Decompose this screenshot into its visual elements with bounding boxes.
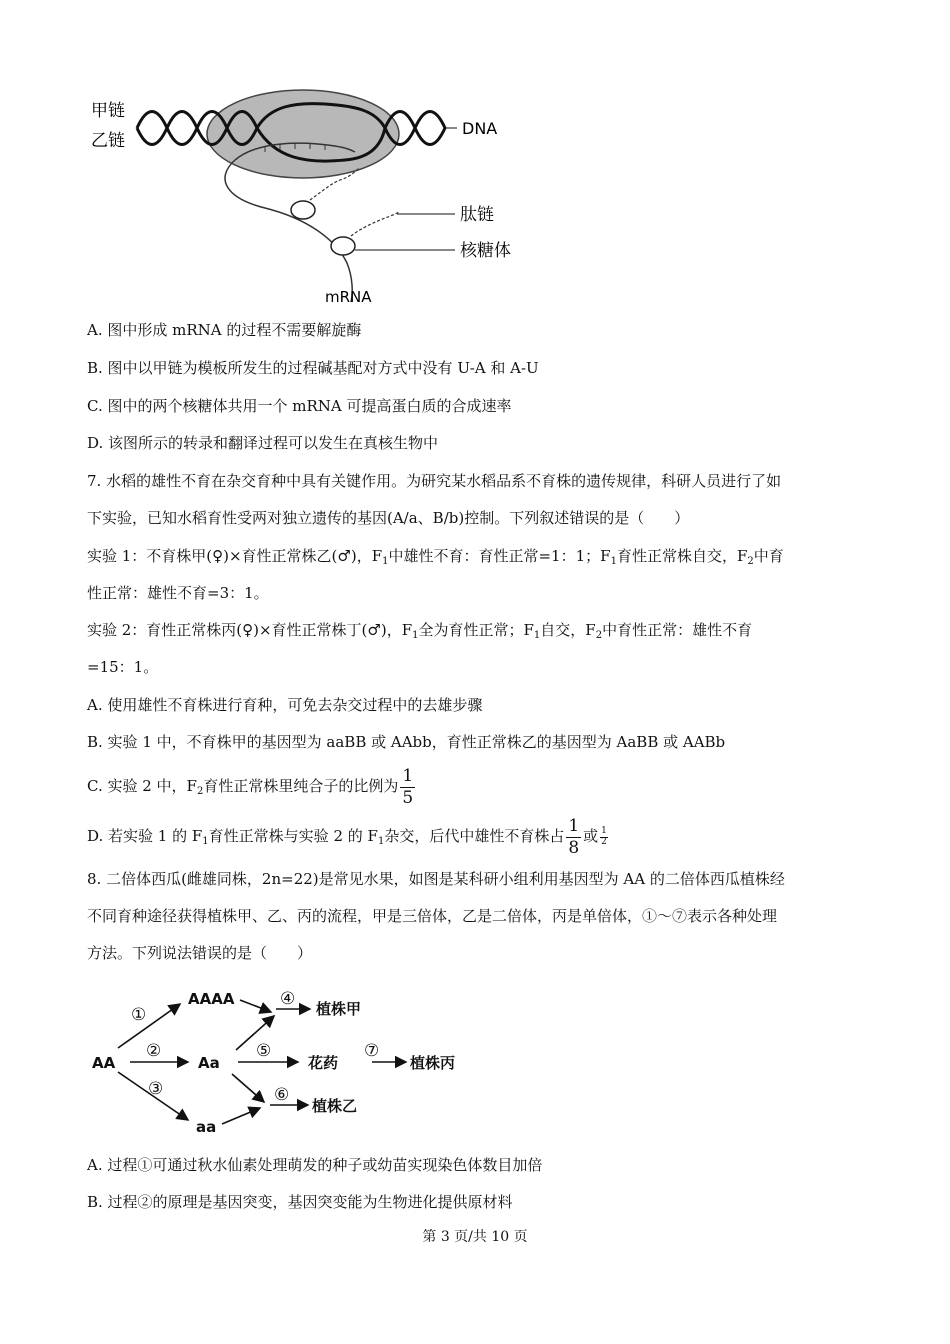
label-peptide: 肽链 (460, 205, 494, 225)
q8-stem-line3: 方法。下列说法错误的是（ ） (87, 944, 313, 962)
arrow-lower-aa-to-6 (222, 1108, 260, 1124)
step-6-label: ⑥ (274, 1085, 290, 1105)
node-plant-yi: 植株乙 (312, 1097, 358, 1115)
transcription-translation-diagram (85, 88, 545, 310)
mrna-strand-outside (225, 160, 352, 302)
q7-stem-line1: 7. 水稻的雄性不育在杂交育种中具有关键作用。为研究某水稻品系不育株的遗传规律，科研人员进行了如 (87, 472, 782, 490)
step-7-label: ⑦ (364, 1041, 380, 1061)
q7-stem-line2: 下实验，已知水稻育性受两对独立遗传的基因(A/a、B/b)控制。下列叙述错误的是（ ） (87, 509, 690, 527)
q8-option-a: A. 过程①可通过秋水仙素处理萌发的种子或幼苗实现染色体数目加倍 (87, 1156, 543, 1174)
label-jia-chain: 甲链 (91, 101, 125, 121)
q7-option-c: C. 实验 2 中，$F_2$育性正常株里纯合子的比例为 $\frac{1}{5}$ (87, 765, 414, 808)
q7-option-a: A. 使用雄性不育株进行育种，可免去杂交过程中的去雄步骤 (87, 696, 483, 714)
q6-option-c: C. 图中的两个核糖体共用一个 mRNA 可提高蛋白质的合成速率 (87, 397, 512, 415)
q6-option-a: A. 图中形成 mRNA 的过程不需要解旋酶 (87, 321, 362, 339)
fraction-one-fifth: $\frac{1}{5}$ (402, 765, 414, 808)
node-plant-jia: 植株甲 (316, 1000, 362, 1018)
breeding-flowchart (88, 984, 488, 1139)
node-anther: 花药 (308, 1054, 339, 1072)
label-mrna: mRNA (325, 288, 372, 306)
fraction-one-eighth: $\frac{1}{8}$ (568, 815, 580, 858)
node-Aa: Aa (198, 1054, 220, 1072)
node-AAAA: AAAA (188, 990, 235, 1008)
ribosome-1 (291, 201, 315, 219)
step-2-label: ② (146, 1041, 162, 1061)
q7-experiment1-line2: 性正常：雄性不育=3：1。 (87, 584, 269, 602)
label-dna: DNA (462, 119, 498, 138)
q7-option-b: B. 实验 1 中，不育株甲的基因型为 aaBB 或 AAbb，育性正常株乙的基因型为 AaBB 或 AABb (87, 733, 726, 751)
label-ribosome: 核糖体 (460, 241, 511, 261)
step-4-label: ④ (280, 989, 296, 1009)
q7-experiment1-line1: 实验 1：不育株甲(♀)×育性正常株乙(♂)，$F_1$中雄性不育：育性正常=1：1；$F_1$育性正常株自交，$F_2$中育 (87, 547, 784, 567)
arrow-aaaa-to-4 (240, 1000, 271, 1012)
peptide-chain-2 (351, 212, 399, 236)
node-plant-bing: 植株丙 (410, 1054, 456, 1072)
ribosome-2 (331, 237, 355, 255)
label-yi-chain: 乙链 (91, 131, 125, 151)
step-1-label: ① (131, 1005, 147, 1025)
q8-stem-line1: 8. 二倍体西瓜(雌雄同株，2n=22)是常见水果，如图是某科研小组利用基因型为 AA 的二倍体西瓜植株经 (87, 870, 785, 888)
q6-option-b: B. 图中以甲链为模板所发生的过程碱基配对方式中没有 U-A 和 A-U (87, 359, 539, 377)
q7-experiment2-line2: =15：1。 (87, 658, 159, 676)
arrow-aa-to-6 (232, 1074, 264, 1102)
fraction-one-half: $\frac{1}{2}$ (601, 825, 607, 847)
node-AA: AA (92, 1054, 116, 1072)
q7-experiment2-line1: 实验 2：育性正常株丙(♀)×育性正常株丁(♂)，$F_1$全为育性正常；$F_1$自交，$F_2$中育性正常：雄性不育 (87, 621, 753, 641)
q8-stem-line2: 不同育种途径获得植株甲、乙、丙的流程，甲是三倍体，乙是二倍体，丙是单倍体，①～⑦表示各种处理 (87, 907, 778, 925)
step-5-label: ⑤ (256, 1041, 272, 1061)
node-aa: aa (196, 1118, 217, 1136)
page-footer: 第 3 页/共 10 页 (422, 1229, 528, 1245)
step-3-label: ③ (148, 1079, 164, 1099)
q6-option-d: D. 该图所示的转录和翻译过程可以发生在真核生物中 (87, 434, 439, 452)
q8-option-b: B. 过程②的原理是基因突变，基因突变能为生物进化提供原材料 (87, 1193, 513, 1211)
q7-option-d: D. 若实验 1 的 $F_1$育性正常株与实验 2 的 $F_1$杂交，后代中雄性不育株占 $\frac{1}{8}$ 或 $\frac{1}{2}$ (87, 815, 607, 858)
